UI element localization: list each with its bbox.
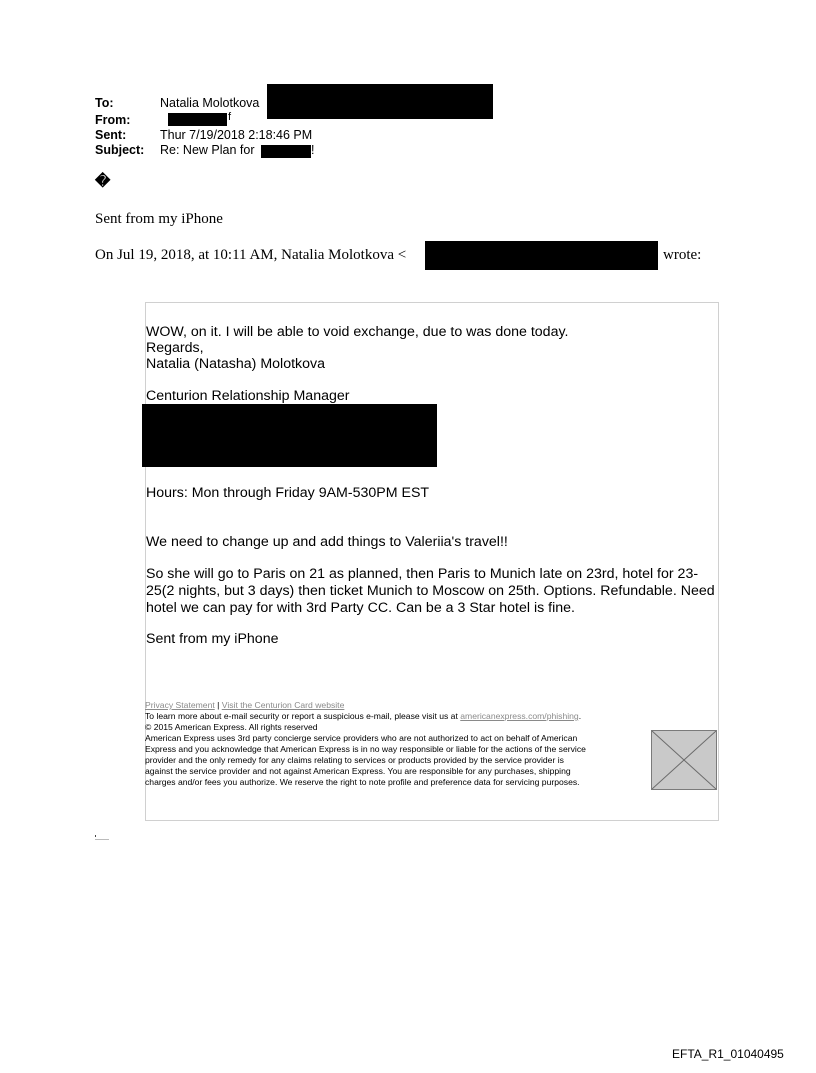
subject-value-prefix: Re: New Plan for <box>160 143 255 157</box>
footer-separator: | <box>217 700 220 710</box>
subject-value-suffix: ! <box>311 143 315 157</box>
quoted-change-line: We need to change up and add things to Valeriia's travel!! <box>146 534 508 550</box>
to-value: Natalia Molotkova <box>160 96 260 110</box>
unknown-glyph: � <box>95 173 111 190</box>
subject-label: Subject: <box>95 143 145 157</box>
redaction-to-email <box>267 84 493 119</box>
wrote-label: wrote: <box>663 247 702 263</box>
sent-from-line: Sent from my iPhone <box>95 211 223 227</box>
footer-security-row: To learn more about e-mail security or report a suspicious e-mail, please visit us at americanexpress.com/phishing. <box>145 711 582 721</box>
redaction-contact-details <box>142 404 437 467</box>
sent-value: Thur 7/19/2018 2:18:46 PM <box>160 128 313 142</box>
scan-artifact-mark <box>95 835 109 841</box>
quoted-signature-name: Natalia (Natasha) Molotkova <box>146 356 325 372</box>
quoted-plan-line3: hotel we can pay for with 3rd Party CC. Can be a 3 Star hotel is fine. <box>146 600 575 616</box>
on-date-line: On Jul 19, 2018, at 10:11 AM, Natalia Molotkova < <box>95 247 407 263</box>
footer-disclaimer-line3: provider and the only remedy for any claims relating to services or products provided by the service provider is <box>145 755 564 765</box>
security-text: To learn more about e-mail security or report a suspicious e-mail, please visit us at <box>145 711 458 721</box>
redaction-sender-email <box>425 241 658 270</box>
footer-disclaimer-line2: Express and you acknowledge that American Express is in no way responsible or liable for the actions of the service <box>145 744 586 754</box>
redaction-subject <box>261 145 311 158</box>
quoted-plan-line1: So she will go to Paris on 21 as planned, then Paris to Munich late on 23rd, hotel for 23- <box>146 566 699 582</box>
footer-disclaimer-line4: against the service provider and not against American Express. You are responsible for any purchases, shipping <box>145 766 571 776</box>
document-id: EFTA_R1_01040495 <box>672 1047 784 1061</box>
quoted-hours: Hours: Mon through Friday 9AM-530PM EST <box>146 485 430 501</box>
phishing-link[interactable]: americanexpress.com/phishing <box>460 711 579 721</box>
from-value: f <box>228 111 232 123</box>
quoted-line1: WOW, on it. I will be able to void exchange, due to was done today. <box>146 324 569 340</box>
from-label: From: <box>95 113 131 127</box>
quoted-regards: Regards, <box>146 340 204 356</box>
quoted-plan-line2: 25(2 nights, but 3 days) then ticket Munich to Moscow on 25th. Options. Refundable. Need <box>146 583 715 599</box>
quoted-title: Centurion Relationship Manager <box>146 388 350 404</box>
sent-label: Sent: <box>95 128 127 142</box>
to-label: To: <box>95 96 114 110</box>
centurion-website-link[interactable]: Visit the Centurion Card website <box>221 700 345 710</box>
broken-image-icon <box>651 730 717 790</box>
footer-copyright: © 2015 American Express. All rights reserved <box>145 722 318 732</box>
privacy-statement-link[interactable]: Privacy Statement <box>145 700 215 710</box>
footer-disclaimer-line1: American Express uses 3rd party concierge service providers who are not authorized to act on behalf of American <box>145 733 578 743</box>
footer-links-row <box>145 700 344 710</box>
quoted-sent-from: Sent from my iPhone <box>146 631 279 647</box>
redaction-from <box>168 113 227 126</box>
footer-disclaimer-line5: charges and/or fees you authorize. We reserve the right to note profile and preference data for servicing purposes. <box>145 777 580 787</box>
